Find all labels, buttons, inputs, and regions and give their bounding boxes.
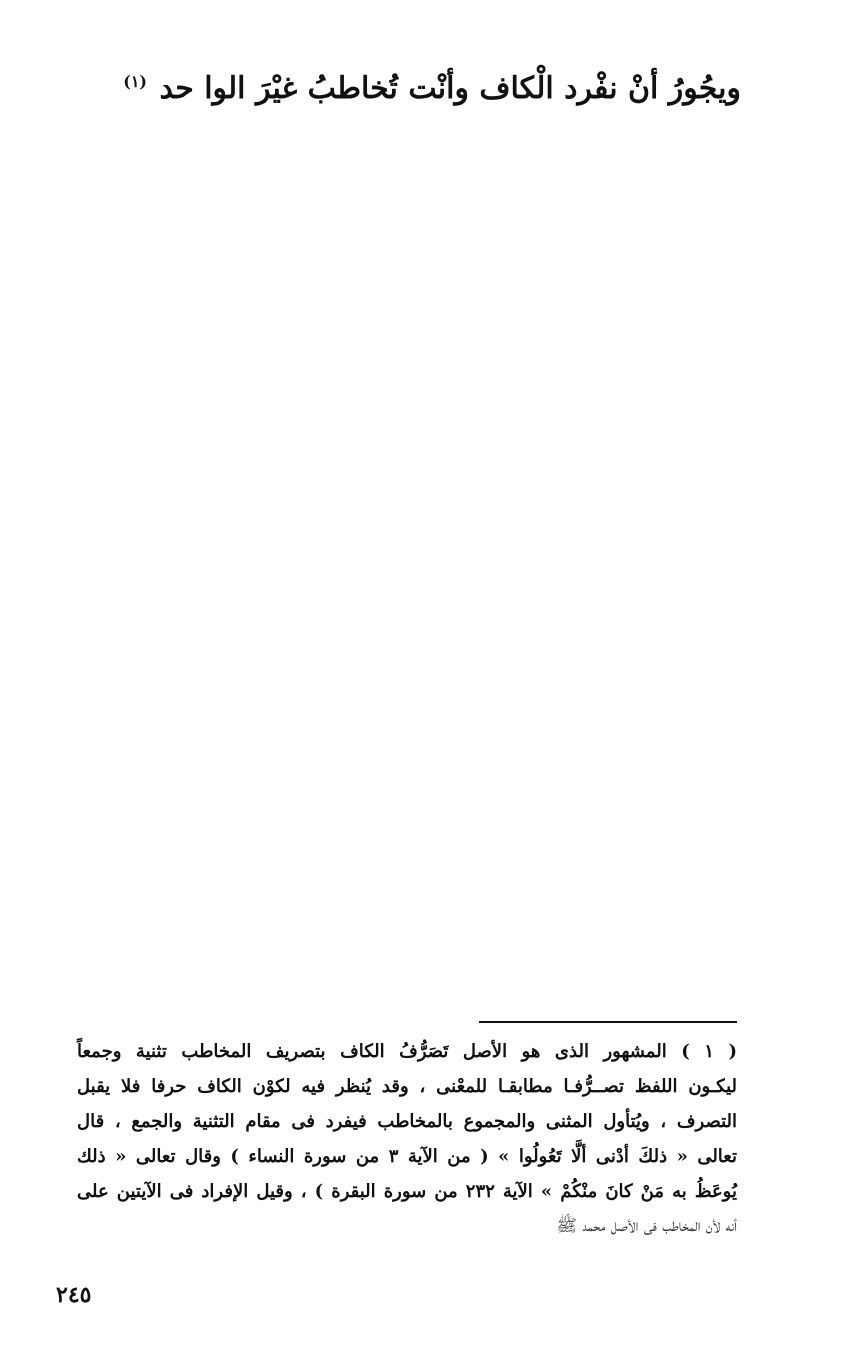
footnote-line: أنه لأن المخاطب فى الأصل محمد ﷺ [556, 1216, 737, 1236]
footnote-line: ليكـون اللفظ تصــرُّفـا مطابقـا للمعْنى ، وقد يُنظر فيه لكوْن الكاف حرفا فلا يقبل [77, 1076, 737, 1097]
verse-line [123, 58, 741, 113]
footnote-line: يُوعَظُ به مَنْ كانَ منْكُمْ » الآية ٢٣٢ من سورة البقرة ) ، وقيل الإفراد فى الآيتين على [77, 1181, 737, 1202]
footnote-line: تعالى « ذلكَ أدْنى ألَّا تَعُولُوا » ( من الآية ٣ من سورة النساء ) وقال تعالى « ذلك [77, 1146, 737, 1167]
footnote-separator [479, 1021, 737, 1023]
page-number: ٢٤٥ [56, 1282, 92, 1308]
footnote-block [77, 1034, 737, 1244]
footnote-line: التصرف ، ويُتأول المثنى والمجموع بالمخاطب فيفرد فى مقام التثنية والجمع ، قال [77, 1111, 737, 1132]
verse-text: ويجُورُ أنْ نفْرد الْكاف وأنْت تُخاطبُ غيْرَ الوا حد [159, 71, 741, 106]
footnote-marker: (١) [123, 72, 147, 91]
footnote-line: ( ١ ) المشهور الذى هو الأصل تَصَرُّفُ الكاف بتصريف المخاطب تثنية وجمعاً [77, 1041, 737, 1062]
